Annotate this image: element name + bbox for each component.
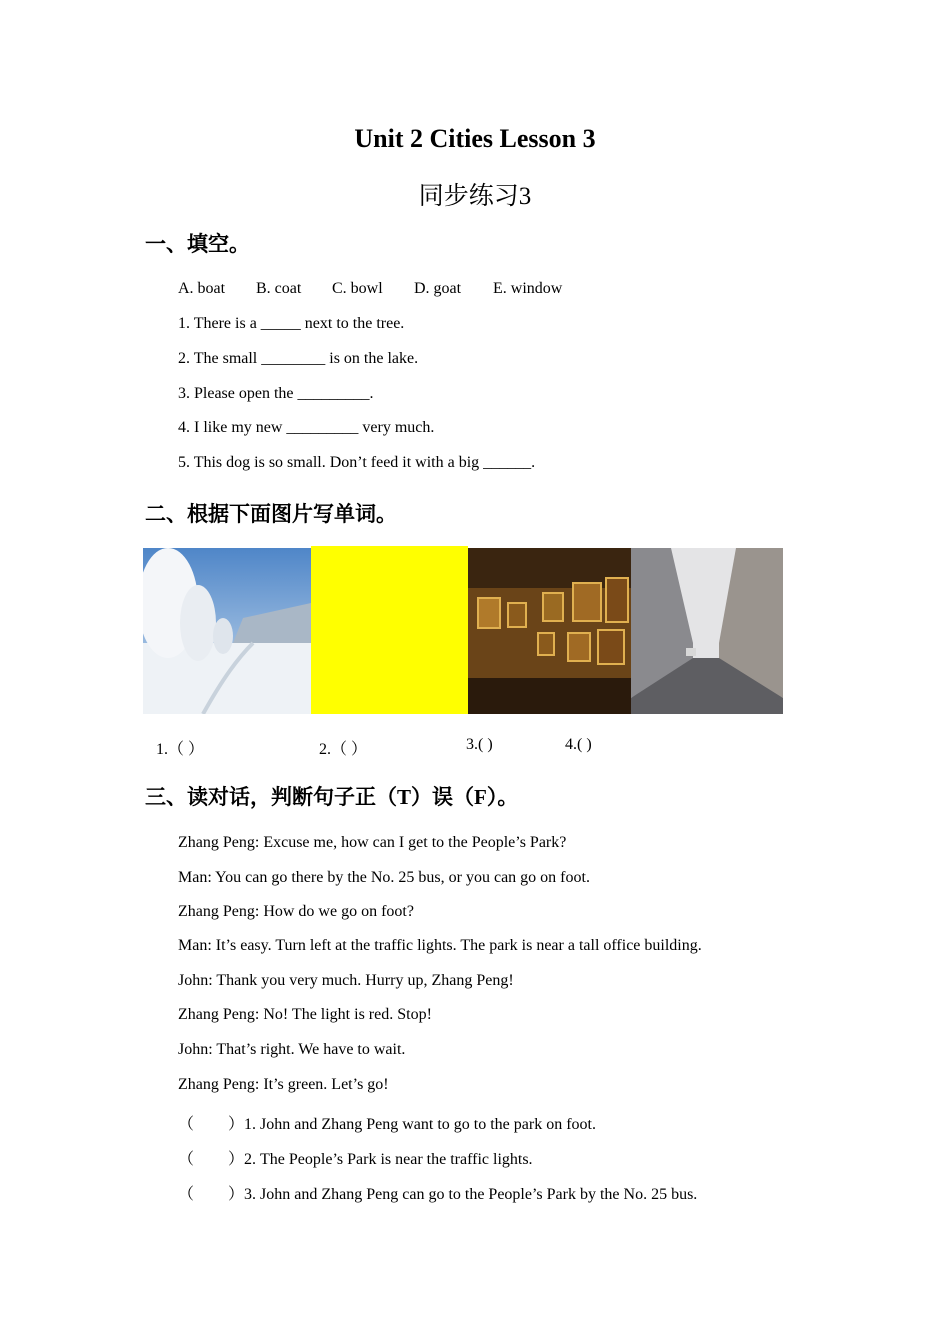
snow-landscape-image (143, 548, 311, 714)
bracket-open[interactable]: （ (178, 1186, 195, 1203)
dialogue-line-4: Man: It’s easy. Turn left at the traffic lights. The park is near a tall office building. (178, 937, 702, 954)
dialogue-line-8: Zhang Peng: It’s green. Let’s go! (178, 1076, 389, 1093)
option-d: D. goat (414, 280, 462, 297)
fill-item-5: 5. This dog is so small. Don’t feed it with a big ______. (178, 454, 536, 471)
bracket-close[interactable]: ） (228, 1151, 245, 1168)
museum-gallery-image (468, 548, 631, 714)
dialogue-line-7: John: That’s right. We have to wait. (178, 1041, 406, 1058)
bracket-close[interactable]: ） (228, 1186, 245, 1203)
option-a: A. boat (178, 280, 226, 297)
yellow-color-image (311, 546, 468, 714)
tf-question-1 (178, 1111, 596, 1134)
option-c: C. bowl (332, 280, 383, 297)
fill-item-3: 3. Please open the _________. (178, 385, 374, 402)
section2-heading: 二、根据下面图片写单词。 (145, 502, 397, 526)
answer-blank-3[interactable]: 3.( ) (466, 736, 493, 753)
answer-blank-2[interactable]: 2.（ ） (319, 741, 368, 758)
tf-question-text: 1. John and Zhang Peng want to go to the park on foot. (244, 1116, 596, 1133)
dialogue-line-6: Zhang Peng: No! The light is red. Stop! (178, 1006, 432, 1023)
page-title: Unit 2 Cities Lesson 3 (354, 124, 596, 153)
fill-item-1: 1. There is a _____ next to the tree. (178, 315, 405, 332)
fill-item-2: 2. The small ________ is on the lake. (178, 350, 419, 367)
section3-heading: 三、读对话，判断句子正（T）误（F）。 (145, 785, 519, 809)
bracket-close[interactable]: ） (228, 1116, 245, 1133)
dialogue-line-3: Zhang Peng: How do we go on foot? (178, 903, 414, 920)
dialogue-line-1: Zhang Peng: Excuse me, how can I get to the People’s Park? (178, 834, 567, 851)
section1-heading: 一、填空。 (145, 232, 250, 256)
answer-blank-1[interactable]: 1.（ ） (156, 741, 205, 758)
fill-item-4: 4. I like my new _________ very much. (178, 419, 435, 436)
dialogue-line-2: Man: You can go there by the No. 25 bus, or you can go on foot. (178, 869, 590, 886)
city-street-image (631, 548, 783, 714)
options-row (178, 280, 562, 298)
tf-question-text: 3. John and Zhang Peng can go to the People’s Park by the No. 25 bus. (244, 1186, 698, 1203)
tf-question-2 (178, 1146, 533, 1169)
bracket-open[interactable]: （ (178, 1116, 195, 1133)
option-e: E. window (493, 280, 563, 297)
tf-question-3 (178, 1181, 697, 1204)
answer-blank-4[interactable]: 4.( ) (565, 736, 592, 753)
tf-question-text: 2. The People’s Park is near the traffic lights. (244, 1151, 533, 1168)
option-b: B. coat (256, 280, 302, 297)
bracket-open[interactable]: （ (178, 1151, 195, 1168)
dialogue-line-5: John: Thank you very much. Hurry up, Zhang Peng! (178, 972, 514, 989)
page-subtitle: 同步练习3 (418, 183, 532, 210)
